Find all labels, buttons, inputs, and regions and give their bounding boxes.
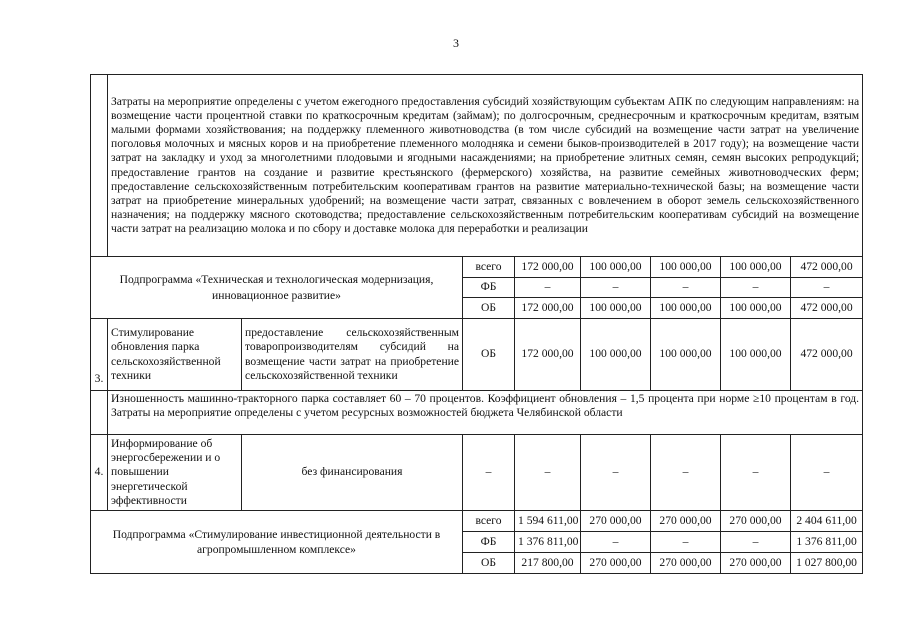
value-cell: 1 027 800,00	[791, 553, 863, 574]
value-cell: –	[581, 435, 651, 511]
value-cell: 472 000,00	[791, 319, 863, 391]
value-cell: –	[651, 435, 721, 511]
measure-name: Стимулирование обновления парка сельскохозяйственной техники	[108, 319, 242, 391]
value-cell: –	[581, 532, 651, 553]
source-cell: ФБ	[463, 532, 515, 553]
measure-row-4	[91, 435, 863, 511]
value-cell: 270 000,00	[721, 511, 791, 532]
note-row-top	[91, 75, 863, 257]
value-cell: –	[721, 278, 791, 298]
value-cell: –	[721, 435, 791, 511]
value-cell: 100 000,00	[721, 319, 791, 391]
value-cell: 100 000,00	[581, 298, 651, 319]
source-cell: ОБ	[463, 319, 515, 391]
value-cell: 172 000,00	[515, 319, 581, 391]
value-cell: –	[721, 532, 791, 553]
value-cell: 270 000,00	[651, 511, 721, 532]
note-text: Затраты на мероприятие определены с учетом ежегодного предоставления субсидий хозяйствующим субъектам АПК по следующим направлениям: на возмещение части процентной ставки по краткосрочным кредитам (займам); по долгосрочным, среднесрочным и краткосрочным кредитам, взятым малыми формами хозяйствования; на поддержку племенного животноводства (в том числе субсидий на возмещение части затрат на увеличение поголовья молочных и мясных коров и на приобретение племенного молодняка и семени быков-производителей в 2017 году); на возмещение части затрат на закладку и уход за многолетними плодовыми и ягодными насаждениями; на приобретение элитных семян, семян высоких репродукций; предоставление грантов на создание и развитие крестьянского (фермерского) хозяйства, на развитие семейных животноводческих ферм; предоставление сельскохозяйственным потребительским кооперативам грантов на развитие материально-технической базы; на возмещение части затрат на приобретение минеральных удобрений; на возмещение части затрат, связанных с вовлечением в оборот земель сельскохозяйственного назначения; на поддержку мясного скотоводства; предоставление сельскохозяйственным потребительским кооперативам субсидий на возмещение части затрат на реализацию молока и по сбору и доставке молока для переработки и реализации	[108, 75, 863, 257]
measure-note-row	[91, 391, 863, 435]
measure-note: Изношенность машинно-тракторного парка составляет 60 – 70 процентов. Коэффициент обновления – 1,5 процента при норме ≥10 процентам в год. Затраты на мероприятие определены с учетом ресурсных возможностей бюджета Челябинской области	[108, 391, 863, 435]
value-cell: 1 376 811,00	[515, 532, 581, 553]
value-cell: 472 000,00	[791, 298, 863, 319]
value-cell: 270 000,00	[721, 553, 791, 574]
value-cell: 1 594 611,00	[515, 511, 581, 532]
value-cell: –	[581, 278, 651, 298]
empty-cell	[91, 391, 108, 435]
empty-cell	[91, 75, 108, 257]
value-cell: 100 000,00	[651, 298, 721, 319]
value-cell: –	[651, 278, 721, 298]
measure-number: 3.	[91, 319, 108, 391]
subprogram-row	[91, 257, 863, 278]
measure-row-3	[91, 319, 863, 391]
value-cell: –	[515, 435, 581, 511]
source-cell: всего	[463, 511, 515, 532]
value-cell: 172 000,00	[515, 298, 581, 319]
value-cell: 217 800,00	[515, 553, 581, 574]
source-cell: всего	[463, 257, 515, 278]
value-cell: 1 376 811,00	[791, 532, 863, 553]
value-cell: 270 000,00	[651, 553, 721, 574]
value-cell: 100 000,00	[721, 257, 791, 278]
value-cell: –	[651, 532, 721, 553]
measure-direction: без финансирования	[242, 435, 463, 511]
value-cell: –	[515, 278, 581, 298]
value-cell: 100 000,00	[721, 298, 791, 319]
page-number: 3	[453, 36, 459, 50]
program-table	[90, 74, 863, 574]
value-cell: 100 000,00	[651, 257, 721, 278]
subprogram-name: Подпрограмма «Техническая и технологическая модернизация, инновационное развитие»	[91, 257, 463, 319]
value-cell: 270 000,00	[581, 553, 651, 574]
source-cell: ОБ	[463, 553, 515, 574]
source-cell: ОБ	[463, 298, 515, 319]
subprogram-row	[91, 511, 863, 532]
value-cell: 100 000,00	[651, 319, 721, 391]
value-cell: 100 000,00	[581, 319, 651, 391]
value-cell: –	[791, 278, 863, 298]
value-cell: 100 000,00	[581, 257, 651, 278]
measure-number: 4.	[91, 435, 108, 511]
measure-name: Информирование об энергосбережении и о повышении энергетической эффективности	[108, 435, 242, 511]
value-cell: 2 404 611,00	[791, 511, 863, 532]
value-cell: 472 000,00	[791, 257, 863, 278]
value-cell: 270 000,00	[581, 511, 651, 532]
source-cell: ФБ	[463, 278, 515, 298]
measure-direction: предоставление сельскохозяйственным товаропроизводителям субсидий на возмещение части затрат на приобретение сельскохозяйственной техники	[242, 319, 463, 391]
subprogram-name: Подпрограмма «Стимулирование инвестиционной деятельности в агропромышленном комплексе»	[91, 511, 463, 574]
value-cell: 172 000,00	[515, 257, 581, 278]
value-cell: –	[791, 435, 863, 511]
source-cell: –	[463, 435, 515, 511]
